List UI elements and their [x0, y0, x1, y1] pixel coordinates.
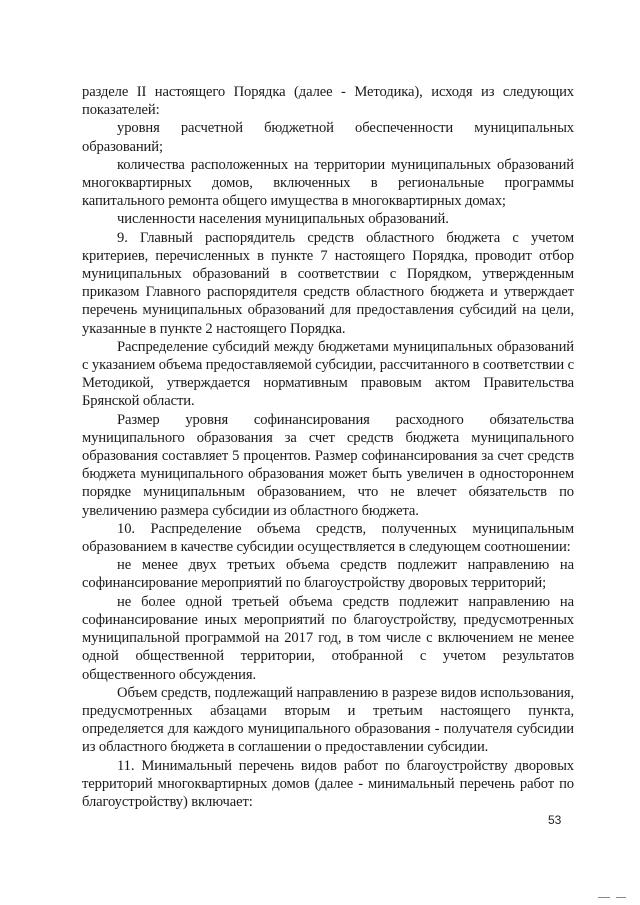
paragraph: уровня расчетной бюджетной обеспеченности муниципальных образований;: [82, 120, 574, 155]
scan-mark: [616, 897, 626, 898]
paragraph: 9. Главный распорядитель средств областного бюджета с учетом критериев, перечисленных в пункте 7 настоящего Порядка, проводит отбор муниципальных образований в соответствии с Порядком, утвержденным приказом Главного распорядителя средств областного бюджета и утверждает перечень муниципальных образований для предоставления субсидий на цели, указанные в пункте 2 настоящего Порядка.: [82, 229, 574, 337]
paragraph: не более одной третьей объема средств подлежит направлению на софинансирование иных мероприятий по благоустройству, предусмотренных муниципальной программой на 2017 год, в том числе с включением не менее одной общественной территории, отобранной с учетом результатов общественного обсуждения.: [82, 593, 574, 683]
paragraph: количества расположенных на территории муниципальных образований многоквартирных домов, включенных в региональные программы капитального ремонта общего имущества в многоквартирных домах;: [82, 156, 574, 210]
paragraph: разделе II настоящего Порядка (далее - Методика), исходя из следующих показателей:: [82, 84, 574, 119]
paragraph: Объем средств, подлежащий направлению в разрезе видов использования, предусмотренных абзацами вторым и третьим настоящего пункта, определяется для каждого муниципального образования - получателя субсидии из областного бюджета в соглашении о предоставлении субсидии.: [82, 684, 574, 756]
paragraph: не менее двух третьих объема средств подлежит направлению на софинансирование мероприятий по благоустройству дворовых территорий;: [82, 557, 574, 592]
paragraph: Распределение субсидий между бюджетами муниципальных образований с указанием объема предоставляемой субсидии, рассчитанного в соответствии с Методикой, утверждается нормативным правовым актом Правительства Брянской области.: [82, 338, 574, 410]
scan-mark: [598, 897, 610, 898]
page-number: 53: [548, 813, 562, 827]
paragraph: 11. Минимальный перечень видов работ по благоустройству дворовых территорий многоквартирных домов (далее - минимальный перечень работ по благоустройству) включает:: [82, 757, 574, 810]
document-body: [82, 83, 574, 811]
paragraph: Размер уровня софинансирования расходного обязательства муниципального образования за счет средств бюджета муниципального образования составляет 5 процентов. Размер софинансирования за счет средств бюджета муниципального образования может быть увеличен в одностороннем порядке муниципальным образованием, что не влечет обязательств по увеличению размера субсидии из областного бюджета.: [82, 411, 574, 519]
paragraph: численности населения муниципальных образований.: [117, 211, 449, 228]
paragraph: 10. Распределение объема средств, полученных муниципальным образованием в качестве субсидии осуществляется в следующем соотношении:: [82, 520, 574, 556]
